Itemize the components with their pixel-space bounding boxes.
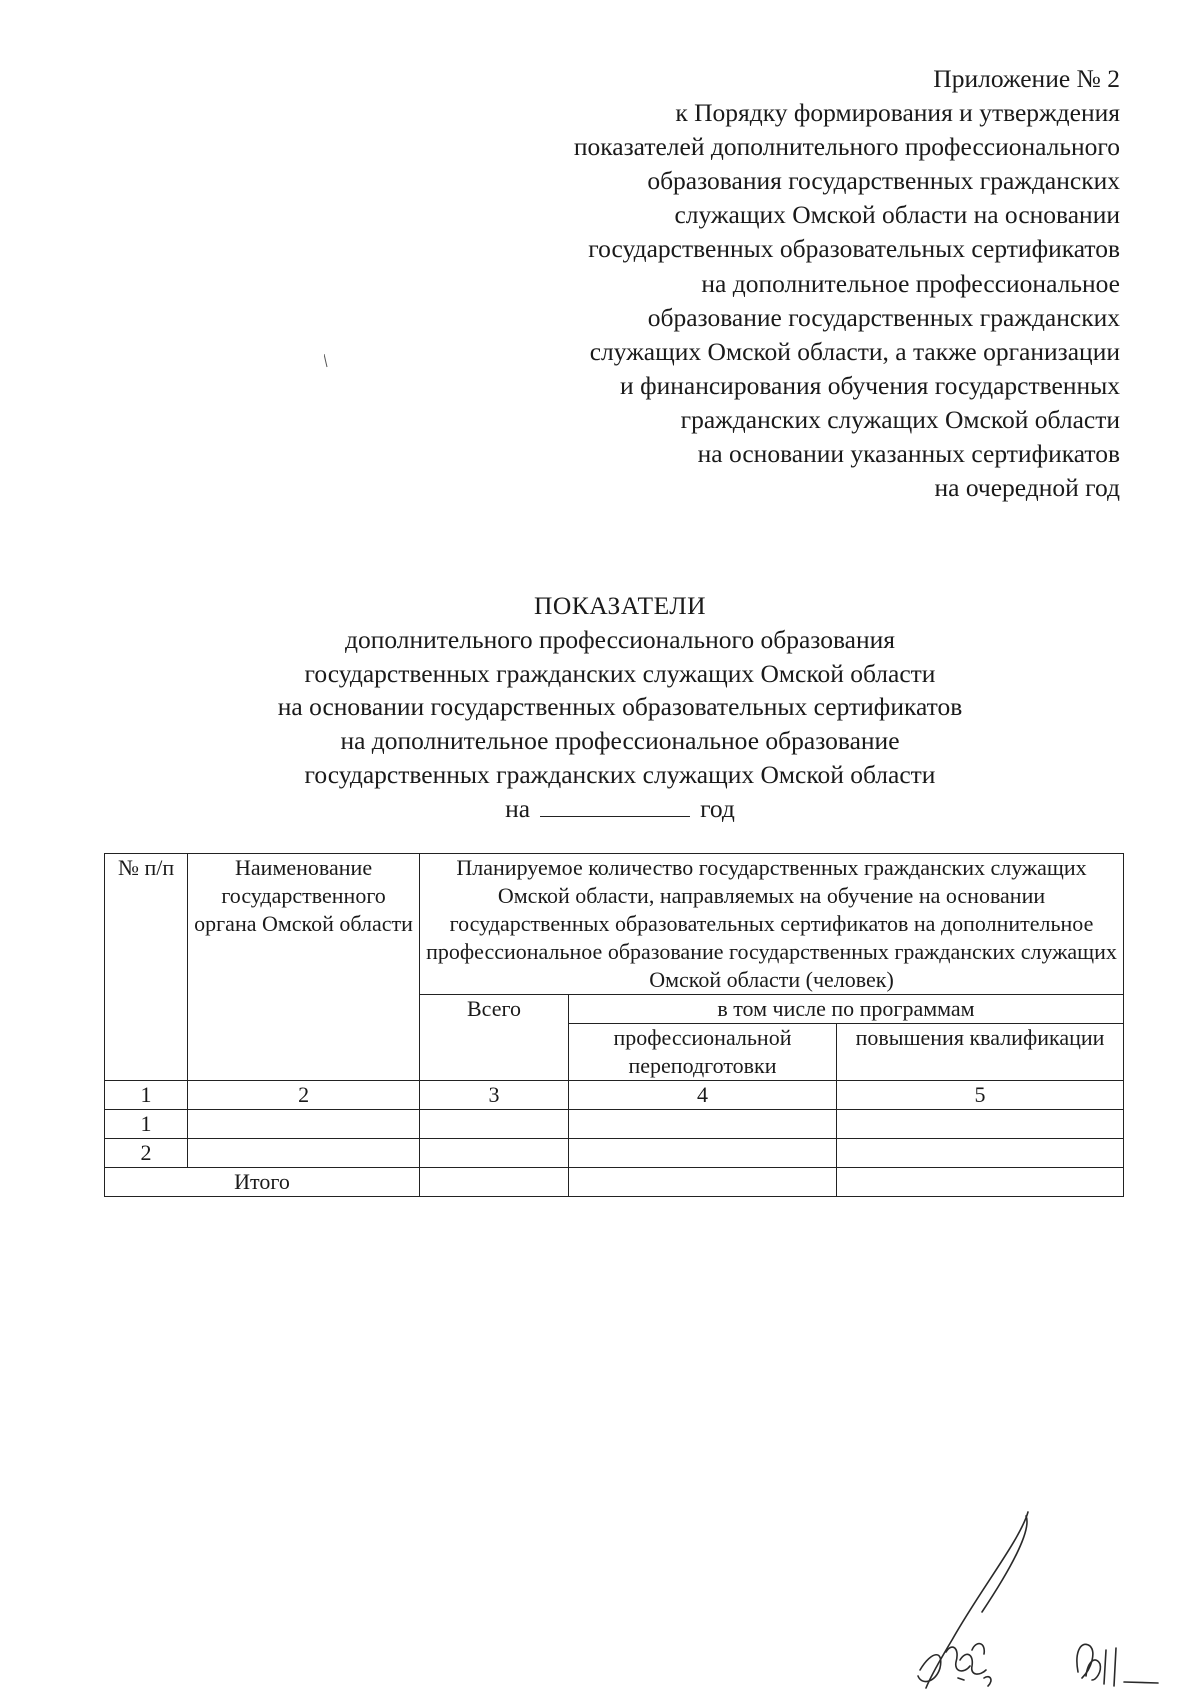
appendix-line: гражданских служащих Омской области — [680, 404, 1120, 434]
appendix-line: на дополнительное профессиональное — [701, 268, 1120, 298]
title-line: государственных гражданских служащих Омской области — [304, 759, 936, 789]
appendix-line: государственных образовательных сертификатов — [588, 234, 1120, 264]
header-num: № п/п — [105, 854, 188, 1081]
title-line: государственных гражданских служащих Омской области — [304, 658, 936, 688]
row-total — [420, 1110, 569, 1139]
appendix-line: образования государственных гражданских — [647, 166, 1120, 196]
column-number: 1 — [105, 1081, 188, 1110]
row-name — [188, 1139, 420, 1168]
appendix-line: образование государственных гражданских — [647, 302, 1120, 332]
header-including: в том числе по программам — [568, 995, 1123, 1024]
header-planned: Планируемое количество государственных гражданских служащих Омской области, направляемых на обучение на основании государственных образовательных сертификатов на дополнительное профессиональное образование государственных гражданских служащих Омской области (человек) — [420, 854, 1124, 995]
row-name — [188, 1110, 420, 1139]
row-retraining — [568, 1110, 836, 1139]
row-retraining — [568, 1139, 836, 1168]
appendix-line: на очередной год — [934, 473, 1120, 503]
year-suffix: год — [700, 793, 735, 823]
appendix-header — [400, 62, 1120, 505]
appendix-line: служащих Омской области, а также организации — [589, 336, 1120, 366]
scan-mark — [324, 354, 328, 368]
title-line: на дополнительное профессиональное образование — [340, 726, 900, 756]
indicators-table — [104, 853, 1124, 1197]
column-number: 5 — [837, 1081, 1124, 1110]
header-total: Всего — [420, 995, 569, 1081]
document-title — [0, 589, 1200, 826]
appendix-line: на основании указанных сертификатов — [697, 439, 1120, 469]
total-cell — [420, 1168, 569, 1197]
table-row — [105, 1139, 1124, 1168]
appendix-line: к Порядку формирования и утверждения — [675, 98, 1120, 128]
table-row — [105, 1110, 1124, 1139]
total-label: Итого — [105, 1168, 420, 1197]
appendix-line: и финансирования обучения государственных — [620, 370, 1120, 400]
title-main: ПОКАЗАТЕЛИ — [533, 591, 707, 620]
appendix-line: служащих Омской области на основании — [674, 200, 1120, 230]
year-blank-field — [540, 794, 690, 817]
header-qualification: повышения квалификации — [837, 1024, 1124, 1081]
title-year-line — [0, 792, 1200, 826]
row-qualification — [837, 1139, 1124, 1168]
row-total — [420, 1139, 569, 1168]
table-header-row — [105, 854, 1124, 995]
header-name: Наименование государственного органа Омской области — [188, 854, 420, 1081]
handwritten-signature — [860, 1500, 1160, 1695]
row-num: 2 — [105, 1139, 188, 1168]
appendix-line: показателей дополнительного профессионального — [573, 132, 1120, 162]
row-num: 1 — [105, 1110, 188, 1139]
column-number: 2 — [188, 1081, 420, 1110]
column-number: 4 — [568, 1081, 836, 1110]
column-numbers-row — [105, 1081, 1124, 1110]
row-qualification — [837, 1110, 1124, 1139]
title-line: дополнительного профессионального образования — [344, 624, 896, 654]
total-cell — [568, 1168, 836, 1197]
total-cell — [837, 1168, 1124, 1197]
header-retraining: профессиональной переподготовки — [568, 1024, 836, 1081]
title-line: на основании государственных образовательных сертификатов — [277, 692, 963, 722]
year-prefix: на — [505, 793, 531, 823]
appendix-line: Приложение № 2 — [933, 64, 1120, 93]
total-row — [105, 1168, 1124, 1197]
column-number: 3 — [420, 1081, 569, 1110]
